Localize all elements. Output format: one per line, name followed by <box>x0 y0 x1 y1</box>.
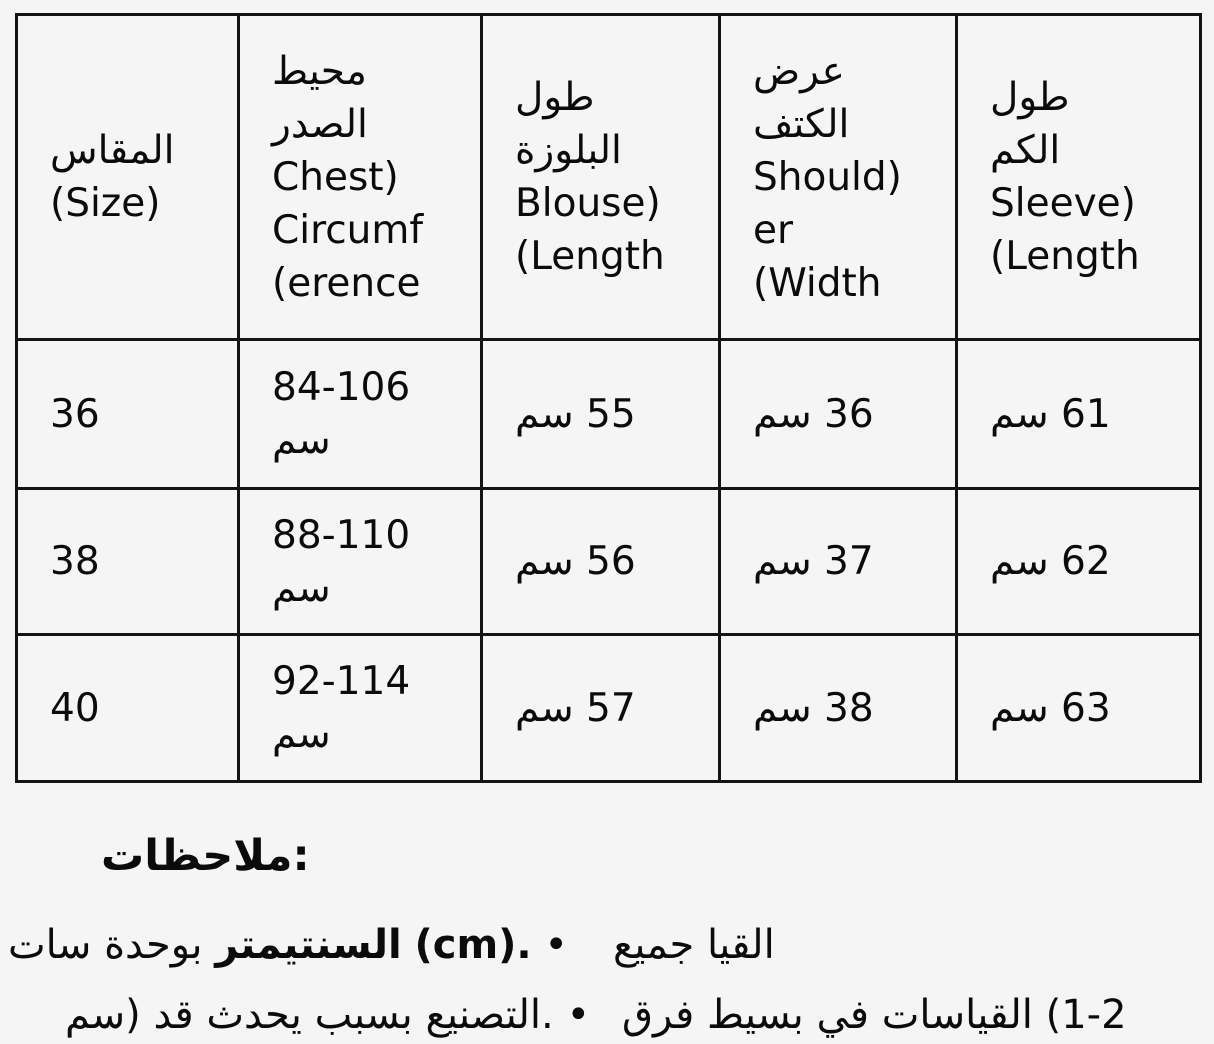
header-cell-size: المقاس (Size) <box>17 15 239 340</box>
cell-size-36: 36 <box>17 340 239 489</box>
cell-sleeve-36: سم 61 <box>957 340 1201 489</box>
cell-blouse-36: سم 55 <box>482 340 720 489</box>
header-cell-blouse-length: طول البلوزة Blouse) (Length <box>482 15 720 340</box>
note-bullet-2-tail: سم) قد يحدث بسبب التصنيع. • <box>65 992 591 1038</box>
table-row-size-38 <box>17 489 1201 635</box>
header-cell-shoulder-width: عرض الكتف Should) er (Width <box>720 15 957 340</box>
cell-blouse-40: سم 57 <box>482 635 720 782</box>
cell-chest-40: 92-114 سم <box>239 635 482 782</box>
cell-size-38: 38 <box>17 489 239 635</box>
header-cell-chest: محيط الصدر Chest) Circumf (erence <box>239 15 482 340</box>
table-row-size-40 <box>17 635 1201 782</box>
cell-blouse-38: سم 56 <box>482 489 720 635</box>
notes-heading: ملاحظات: <box>101 831 310 881</box>
note-bullet-2-head: فرق بسيط في القياسات (1-2 <box>622 992 1127 1038</box>
cell-chest-38: 88-110 سم <box>239 489 482 635</box>
table-header-row <box>17 15 1201 340</box>
note-bullet-1-tail: سات بوحدة السنتيمتر (cm). • <box>8 922 568 968</box>
cell-sleeve-38: سم 62 <box>957 489 1201 635</box>
table-row-size-36 <box>17 340 1201 489</box>
cell-chest-36: 84-106 سم <box>239 340 482 489</box>
cell-shoulder-38: سم 37 <box>720 489 957 635</box>
size-chart-table <box>15 13 1202 783</box>
cell-sleeve-40: سم 63 <box>957 635 1201 782</box>
cell-shoulder-36: سم 36 <box>720 340 957 489</box>
header-cell-sleeve-length: طول الكم Sleeve) (Length <box>957 15 1201 340</box>
cell-shoulder-40: سم 38 <box>720 635 957 782</box>
note-bullet-1-head: جميع القيا <box>613 922 775 968</box>
cell-size-40: 40 <box>17 635 239 782</box>
